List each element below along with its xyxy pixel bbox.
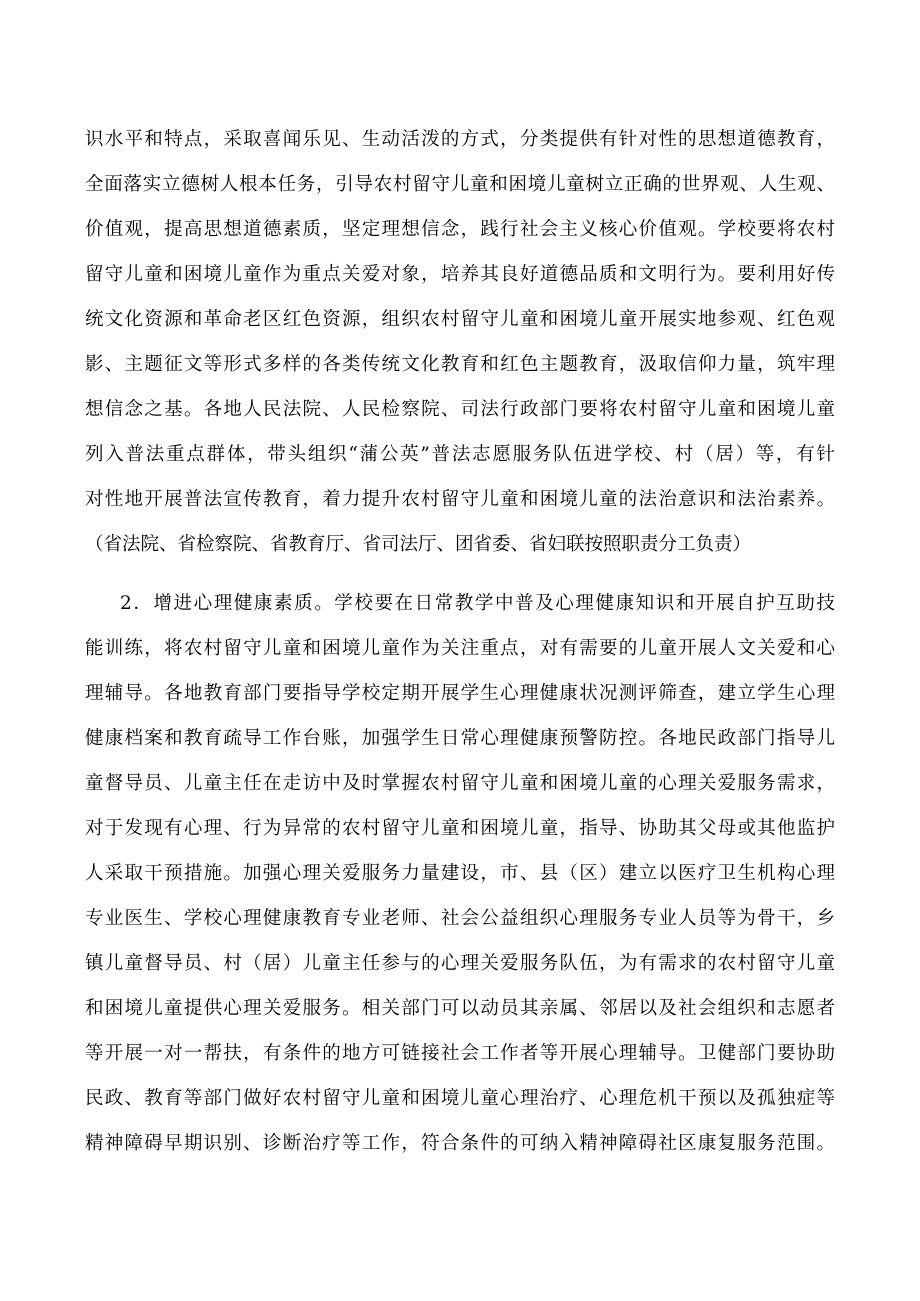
text-line-7: 想信念之基。各地人民法院、人民检察院、司法行政部门要将农村留守儿童和困境儿童 bbox=[85, 399, 835, 420]
text-line-2: 全面落实立德树人根本任务，引导农村留守儿童和困境儿童树立正确的世界观、人生观、 bbox=[85, 174, 835, 195]
text-line-1: 识水平和特点，采取喜闻乐见、生动活泼的方式，分类提供有针对性的思想道德教育， bbox=[85, 129, 835, 150]
section-heading-line: 2．增进心理健康素质。学校要在日常教学中普及心理健康知识和开展自护互助技 bbox=[120, 593, 835, 614]
text-line-12: 能训练，将农村留守儿童和困境儿童作为关注重点，对有需要的儿童开展人文关爱和心 bbox=[85, 638, 835, 659]
text-line-14: 健康档案和教育疏导工作台账，加强学生日常心理健康预警防控。各地民政部门指导儿 bbox=[85, 728, 835, 749]
text-line-15: 童督导员、儿童主任在走访中及时掌握农村留守儿童和困境儿童的心理关爱服务需求， bbox=[85, 773, 835, 794]
text-line-9: 对性地开展普法宣传教育，着力提升农村留守儿童和困境儿童的法治意识和法治素养。 bbox=[85, 489, 835, 510]
text-line-16: 对于发现有心理、行为异常的农村留守儿童和困境儿童，指导、协助其父母或其他监护 bbox=[85, 818, 835, 839]
text-line-13: 理辅导。各地教育部门要指导学校定期开展学生心理健康状况测评筛查，建立学生心理 bbox=[85, 683, 835, 704]
text-line-17: 人采取干预措施。加强心理关爱服务力量建设，市、县（区）建立以医疗卫生机构心理 bbox=[85, 863, 835, 884]
text-line-10: （省法院、省检察院、省教育厅、省司法厅、团省委、省妇联按照职责分工负责） bbox=[85, 534, 752, 555]
text-line-21: 等开展一对一帮扶，有条件的地方可链接社会工作者等开展心理辅导。卫健部门要协助 bbox=[85, 1043, 835, 1064]
text-line-23: 精神障碍早期识别、诊断治疗等工作，符合条件的可纳入精神障碍社区康复服务范围。 bbox=[85, 1133, 835, 1154]
text-line-19: 镇儿童督导员、村（居）儿童主任参与的心理关爱服务队伍，为有需求的农村留守儿童 bbox=[85, 953, 835, 974]
text-line-4: 留守儿童和困境儿童作为重点关爱对象，培养其良好道德品质和文明行为。要利用好传 bbox=[85, 264, 835, 285]
text-line-20: 和困境儿童提供心理关爱服务。相关部门可以动员其亲属、邻居以及社会组织和志愿者 bbox=[85, 998, 835, 1019]
text-line-18: 专业医生、学校心理健康教育专业老师、社会公益组织心理服务专业人员等为骨干，乡 bbox=[85, 908, 835, 929]
text-line-6: 影、主题征文等形式多样的各类传统文化教育和红色主题教育，汲取信仰力量，筑牢理 bbox=[85, 354, 835, 375]
text-line-5: 统文化资源和革命老区红色资源，组织农村留守儿童和困境儿童开展实地参观、红色观 bbox=[85, 309, 835, 330]
text-line-8: 列入普法重点群体，带头组织“蒲公英”普法志愿服务队伍进学校、村（居）等，有针 bbox=[85, 444, 835, 465]
text-line-22: 民政、教育等部门做好农村留守儿童和困境儿童心理治疗、心理危机干预以及孤独症等 bbox=[85, 1088, 835, 1109]
text-line-3: 价值观，提高思想道德素质，坚定理想信念，践行社会主义核心价值观。学校要将农村 bbox=[85, 219, 835, 240]
